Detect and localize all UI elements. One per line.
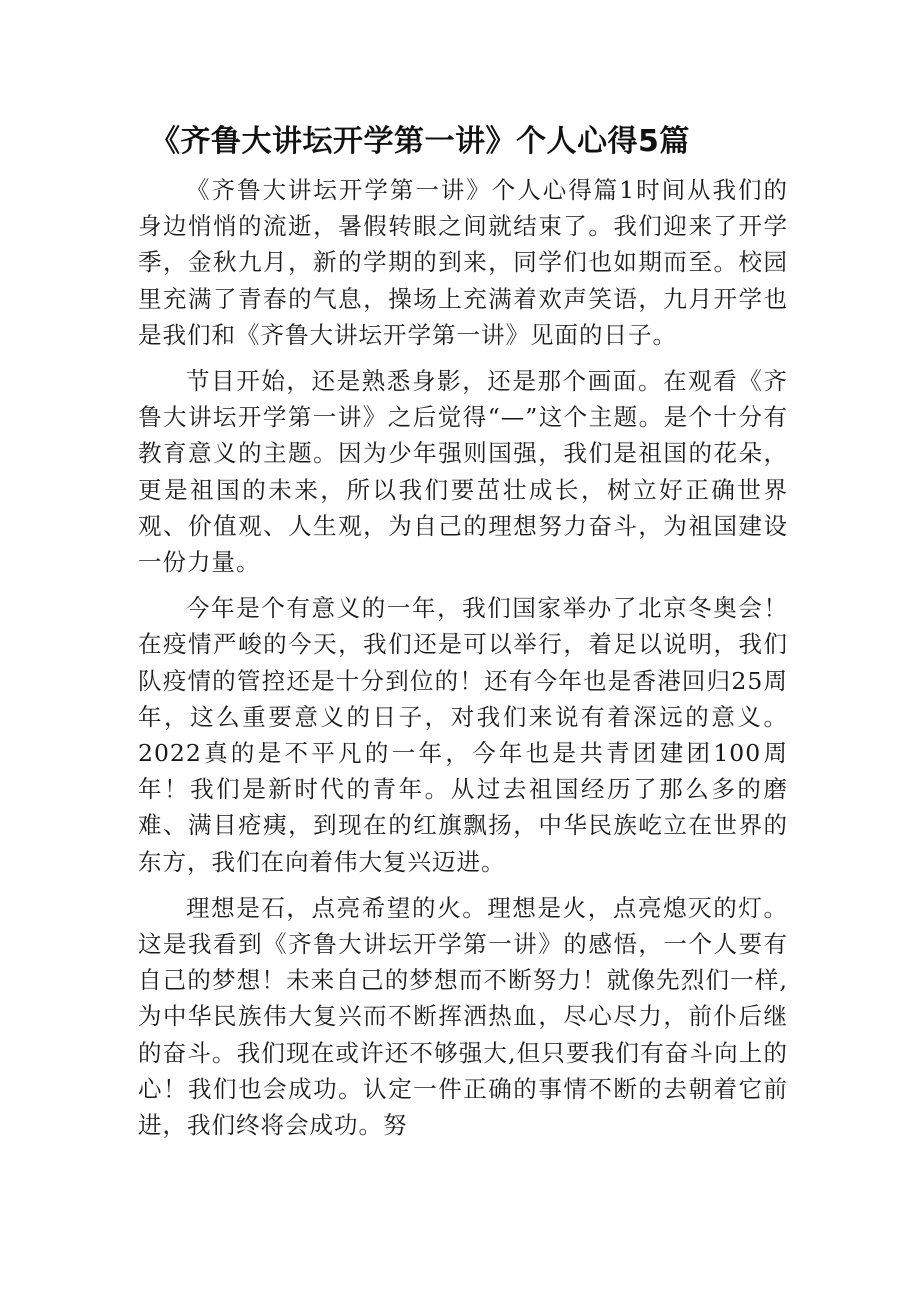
paragraph-1: 《齐鲁大讲坛开学第一讲》个人心得篇1时间从我们的身边悄悄的流逝，暑假转眼之间就结束了。我们迎来了开学季，金秋九月，新的学期的到来，同学们也如期而至。校园里充满了青春的气息，操场上充满着欢声笑语，九月开学也是我们和《齐鲁大讲坛开学第一讲》见面的日子。 — [138, 176, 788, 349]
document-title: 《齐鲁大讲坛开学第一讲》个人心得5篇 — [150, 124, 690, 159]
paragraph-3: 今年是个有意义的一年，我们国家举办了北京冬奥会！在疫情严峻的今天，我们还是可以举行，着足以说明，我们队疫情的管控还是十分到位的！还有今年也是香港回归25周年，这么重要意义的日子，对我们来说有着深远的意义。2022真的是不平凡的一年，今年也是共青团建团100周年！我们是新时代的青年。从过去祖国经历了那么多的磨难、满目疮痍，到现在的红旗飘扬，中华民族屹立在世界的东方，我们在向着伟大复兴迈进。 — [138, 594, 788, 876]
paragraph-2: 节目开始，还是熟悉身影，还是那个画面。在观看《齐鲁大讲坛开学第一讲》之后觉得“—”这个主题。是个十分有教育意义的主题。因为少年强则国强，我们是祖国的花朵，更是祖国的未来，所以我们要茁壮成长，树立好正确世界观、价值观、人生观，为自己的理想努力奋斗，为祖国建设一份力量。 — [138, 367, 788, 577]
document-body — [138, 172, 788, 1153]
paragraph-4: 理想是石，点亮希望的火。理想是火，点亮熄灭的灯。这是我看到《齐鲁大讲坛开学第一讲》的感悟，一个人要有自己的梦想！未来自己的梦想而不断努力！就像先烈们一样,为中华民族伟大复兴而不断挥洒热血，尽心尽力，前仆后继的奋斗。我们现在或许还不够强大,但只要我们有奋斗向上的心！我们也会成功。认定一件正确的事情不断的去朝着它前进，我们终将会成功。努 — [138, 893, 788, 1140]
